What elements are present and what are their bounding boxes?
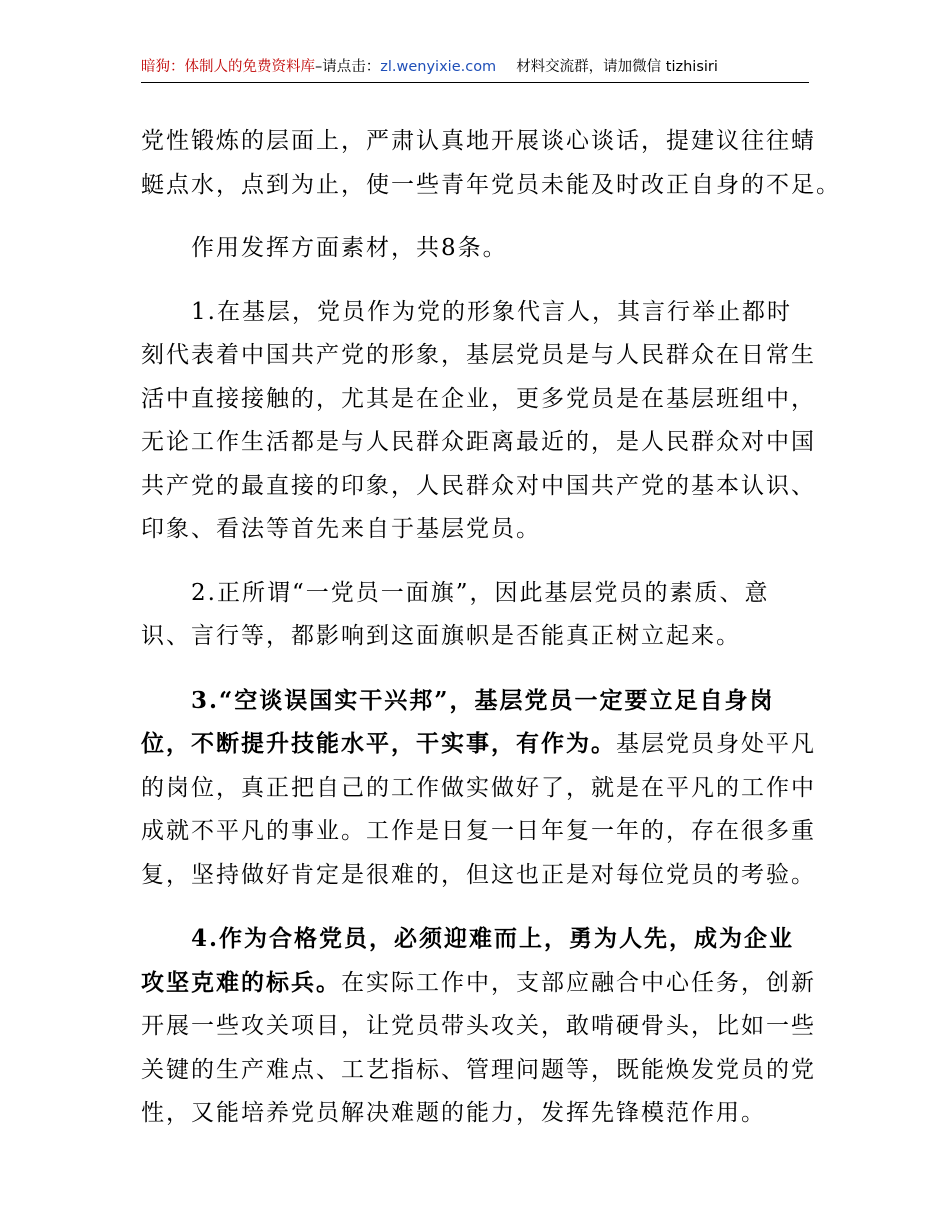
item-4-heading-end: 攻坚克难的标兵。: [141, 968, 341, 996]
section-heading: 作用发挥方面素材，共8条。: [191, 235, 508, 261]
item-3-text: 基层党员身处平凡: [616, 731, 816, 757]
page-header: [141, 56, 809, 83]
item-3-line: 的岗位，真正把自己的工作做实做好了，就是在平凡的工作中: [141, 774, 816, 801]
item-4-line: 开展一些攻关项目，让党员带头攻关，敢啃硬骨头，比如一些: [141, 1013, 816, 1039]
item-1-line: 1.在基层，党员作为党的形象代言人，其言行举止都时: [191, 298, 792, 325]
site-url-link[interactable]: zl.wenyixie.com: [380, 59, 497, 75]
item-4-text: 在实际工作中，支部应融合中心任务，创新: [341, 969, 816, 996]
item-2-line: 识、言行等，都影响到这面旗帜是否能真正树立起来。: [141, 623, 741, 649]
group-note: 材料交流群，请加微信 tizhisiri: [516, 59, 718, 75]
item-1-line: 印象、看法等首先来自于基层党员。: [141, 516, 541, 542]
item-3-line: [141, 722, 821, 767]
item-4-line: [141, 961, 821, 1006]
item-4-line: 关键的生产难点、工艺指标、管理问题等，既能焕发党员的党: [141, 1056, 816, 1083]
item-3-line: 复，坚持做好肯定是很难的，但这也正是对每位党员的考验。: [141, 861, 816, 888]
item-3-heading-end: 位，不断提升技能水平，干实事，有作为。: [141, 730, 616, 757]
item-3-line: 成就不平凡的事业。工作是日复一日年复一年的，存在很多重: [141, 818, 816, 844]
item-3-heading: 3.“空谈误国实干兴邦”，基层党员一定要立足自身岗: [191, 686, 775, 714]
intro-line: 党性锻炼的层面上，严肃认真地开展谈心谈话，提建议往往蜻: [141, 128, 816, 154]
intro-line: 蜓点水，点到为止，使一些青年党员未能及时改正自身的不足。: [141, 171, 841, 198]
item-1-line: 无论工作生活都是与人民群众距离最近的，是人民群众对中国: [141, 429, 816, 455]
document-body: [141, 120, 841, 1136]
item-4-heading: 4.作为合格党员，必须迎难而上，勇为人先，成为企业: [191, 925, 795, 952]
item-1-line: 活中直接接触的，尤其是在企业，更多党员是在基层班组中，: [141, 385, 816, 412]
item-1-line: 共产党的最直接的印象，人民群众对中国共产党的基本认识、: [141, 472, 816, 499]
item-1-line: 刻代表着中国共产党的形象，基层党员是与人民群众在日常生: [141, 342, 816, 368]
site-name: 暗狗：体制人的免费资料库: [141, 59, 315, 75]
click-prompt: –请点击：: [315, 59, 381, 75]
item-2-line: 2.正所谓“一党员一面旗”，因此基层党员的素质、意: [191, 579, 770, 606]
item-4-line: 性，又能培养党员解决难题的能力，发挥先锋模范作用。: [141, 1100, 766, 1126]
